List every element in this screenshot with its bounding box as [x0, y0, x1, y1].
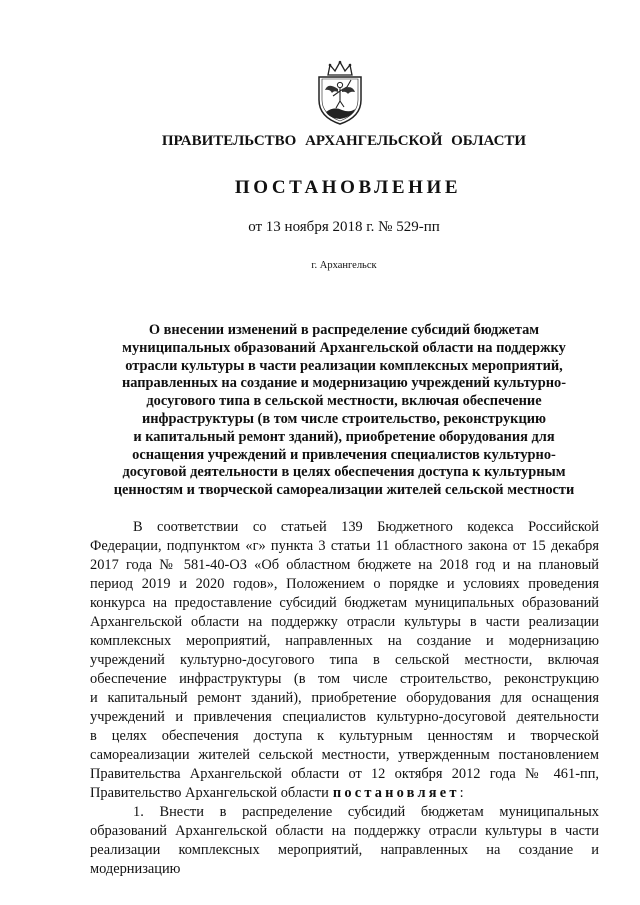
document-body — [90, 518, 599, 877]
text-line: самореализации жителей сельской местности, утвержденным постановлением — [90, 747, 599, 763]
coat-of-arms-icon — [314, 60, 366, 126]
text-line: образований Архангельской области на поддержку отрасли культуры в части — [90, 823, 599, 839]
document-title — [90, 322, 598, 500]
title-line: досугового типа в сельской местности, включая обеспечение — [146, 393, 542, 410]
text-line: В соответствии со статьей 139 Бюджетного кодекса Российской — [133, 519, 599, 535]
closing-lead-text: Правительство Архангельской области — [90, 785, 329, 801]
text-line: Правительства Архангельской области от 12 октября 2012 года № 461-пп, — [90, 766, 599, 782]
title-line: инфраструктуры (в том числе строительство, реконструкцию — [141, 410, 547, 427]
document-type-title: ПОСТАНОВЛЕНИЕ — [234, 177, 462, 198]
text-line: и капитальный ремонт зданий), приобретение оборудования для оснащения — [90, 690, 599, 706]
text-line: учреждений и привлечения специалистов культурно-досуговой деятельности — [90, 709, 599, 725]
organization-name: ПРАВИТЕЛЬСТВО АРХАНГЕЛЬСКОЙ ОБЛАСТИ — [161, 133, 527, 149]
title-line: оснащения учреждений и привлечения специалистов культурно- — [132, 446, 556, 463]
item-1-paragraph — [90, 803, 599, 877]
text-line: Федерации, подпунктом «г» пункта 3 статьи 11 областного закона от 15 декабря — [90, 538, 599, 554]
closing-line — [90, 784, 599, 803]
title-line: направленных на создание и модернизацию учреждений культурно- — [121, 375, 567, 392]
title-line: досуговой деятельности в целях обеспечения доступа к культурным — [122, 464, 566, 481]
title-line: и капитальный ремонт зданий), приобретение оборудования для — [133, 428, 555, 445]
text-line: 1. Внести в распределение субсидий бюджетам муниципальных — [133, 804, 599, 820]
title-line: ценностям и творческой самореализации жителей сельской местности — [113, 482, 575, 499]
text-line: реализации комплексных мероприятий, направленных на создание и модернизацию — [90, 842, 599, 877]
text-line: комплексных мероприятий, направленных на создание и модернизацию — [90, 633, 599, 649]
preamble-paragraph — [90, 518, 599, 803]
text-line: обеспечение инфраструктуры (в том числе строительство, реконструкцию — [90, 671, 599, 687]
text-line: период 2019 и 2020 годов», Положением о порядке и условиях проведения — [90, 576, 599, 592]
text-line: в целях обеспечения доступа к культурным ценностям и творческой — [90, 728, 599, 744]
text-line: конкурса на предоставление субсидий бюджетам муниципальных образований — [90, 595, 599, 611]
resolution-verb: постановляет — [332, 785, 460, 801]
document-date-number: от 13 ноября 2018 г. № 529-пп — [248, 219, 440, 235]
text-line: учреждений культурно-досугового типа в сельской местности, включая — [90, 652, 599, 668]
text-line: 2017 года № 581-40-ОЗ «Об областном бюджете на 2018 год и на плановый — [90, 557, 599, 573]
title-line: отрасли культуры в части реализации комплексных мероприятий, — [125, 357, 563, 374]
title-line: муниципальных образований Архангельской области на поддержку — [122, 339, 566, 356]
closing-colon: : — [459, 785, 464, 801]
title-line: О внесении изменений в распределение субсидий бюджетам — [148, 322, 540, 338]
document-city: г. Архангельск — [311, 260, 377, 271]
text-line: Архангельской области на поддержку отрасли культуры в части реализации — [90, 614, 599, 630]
